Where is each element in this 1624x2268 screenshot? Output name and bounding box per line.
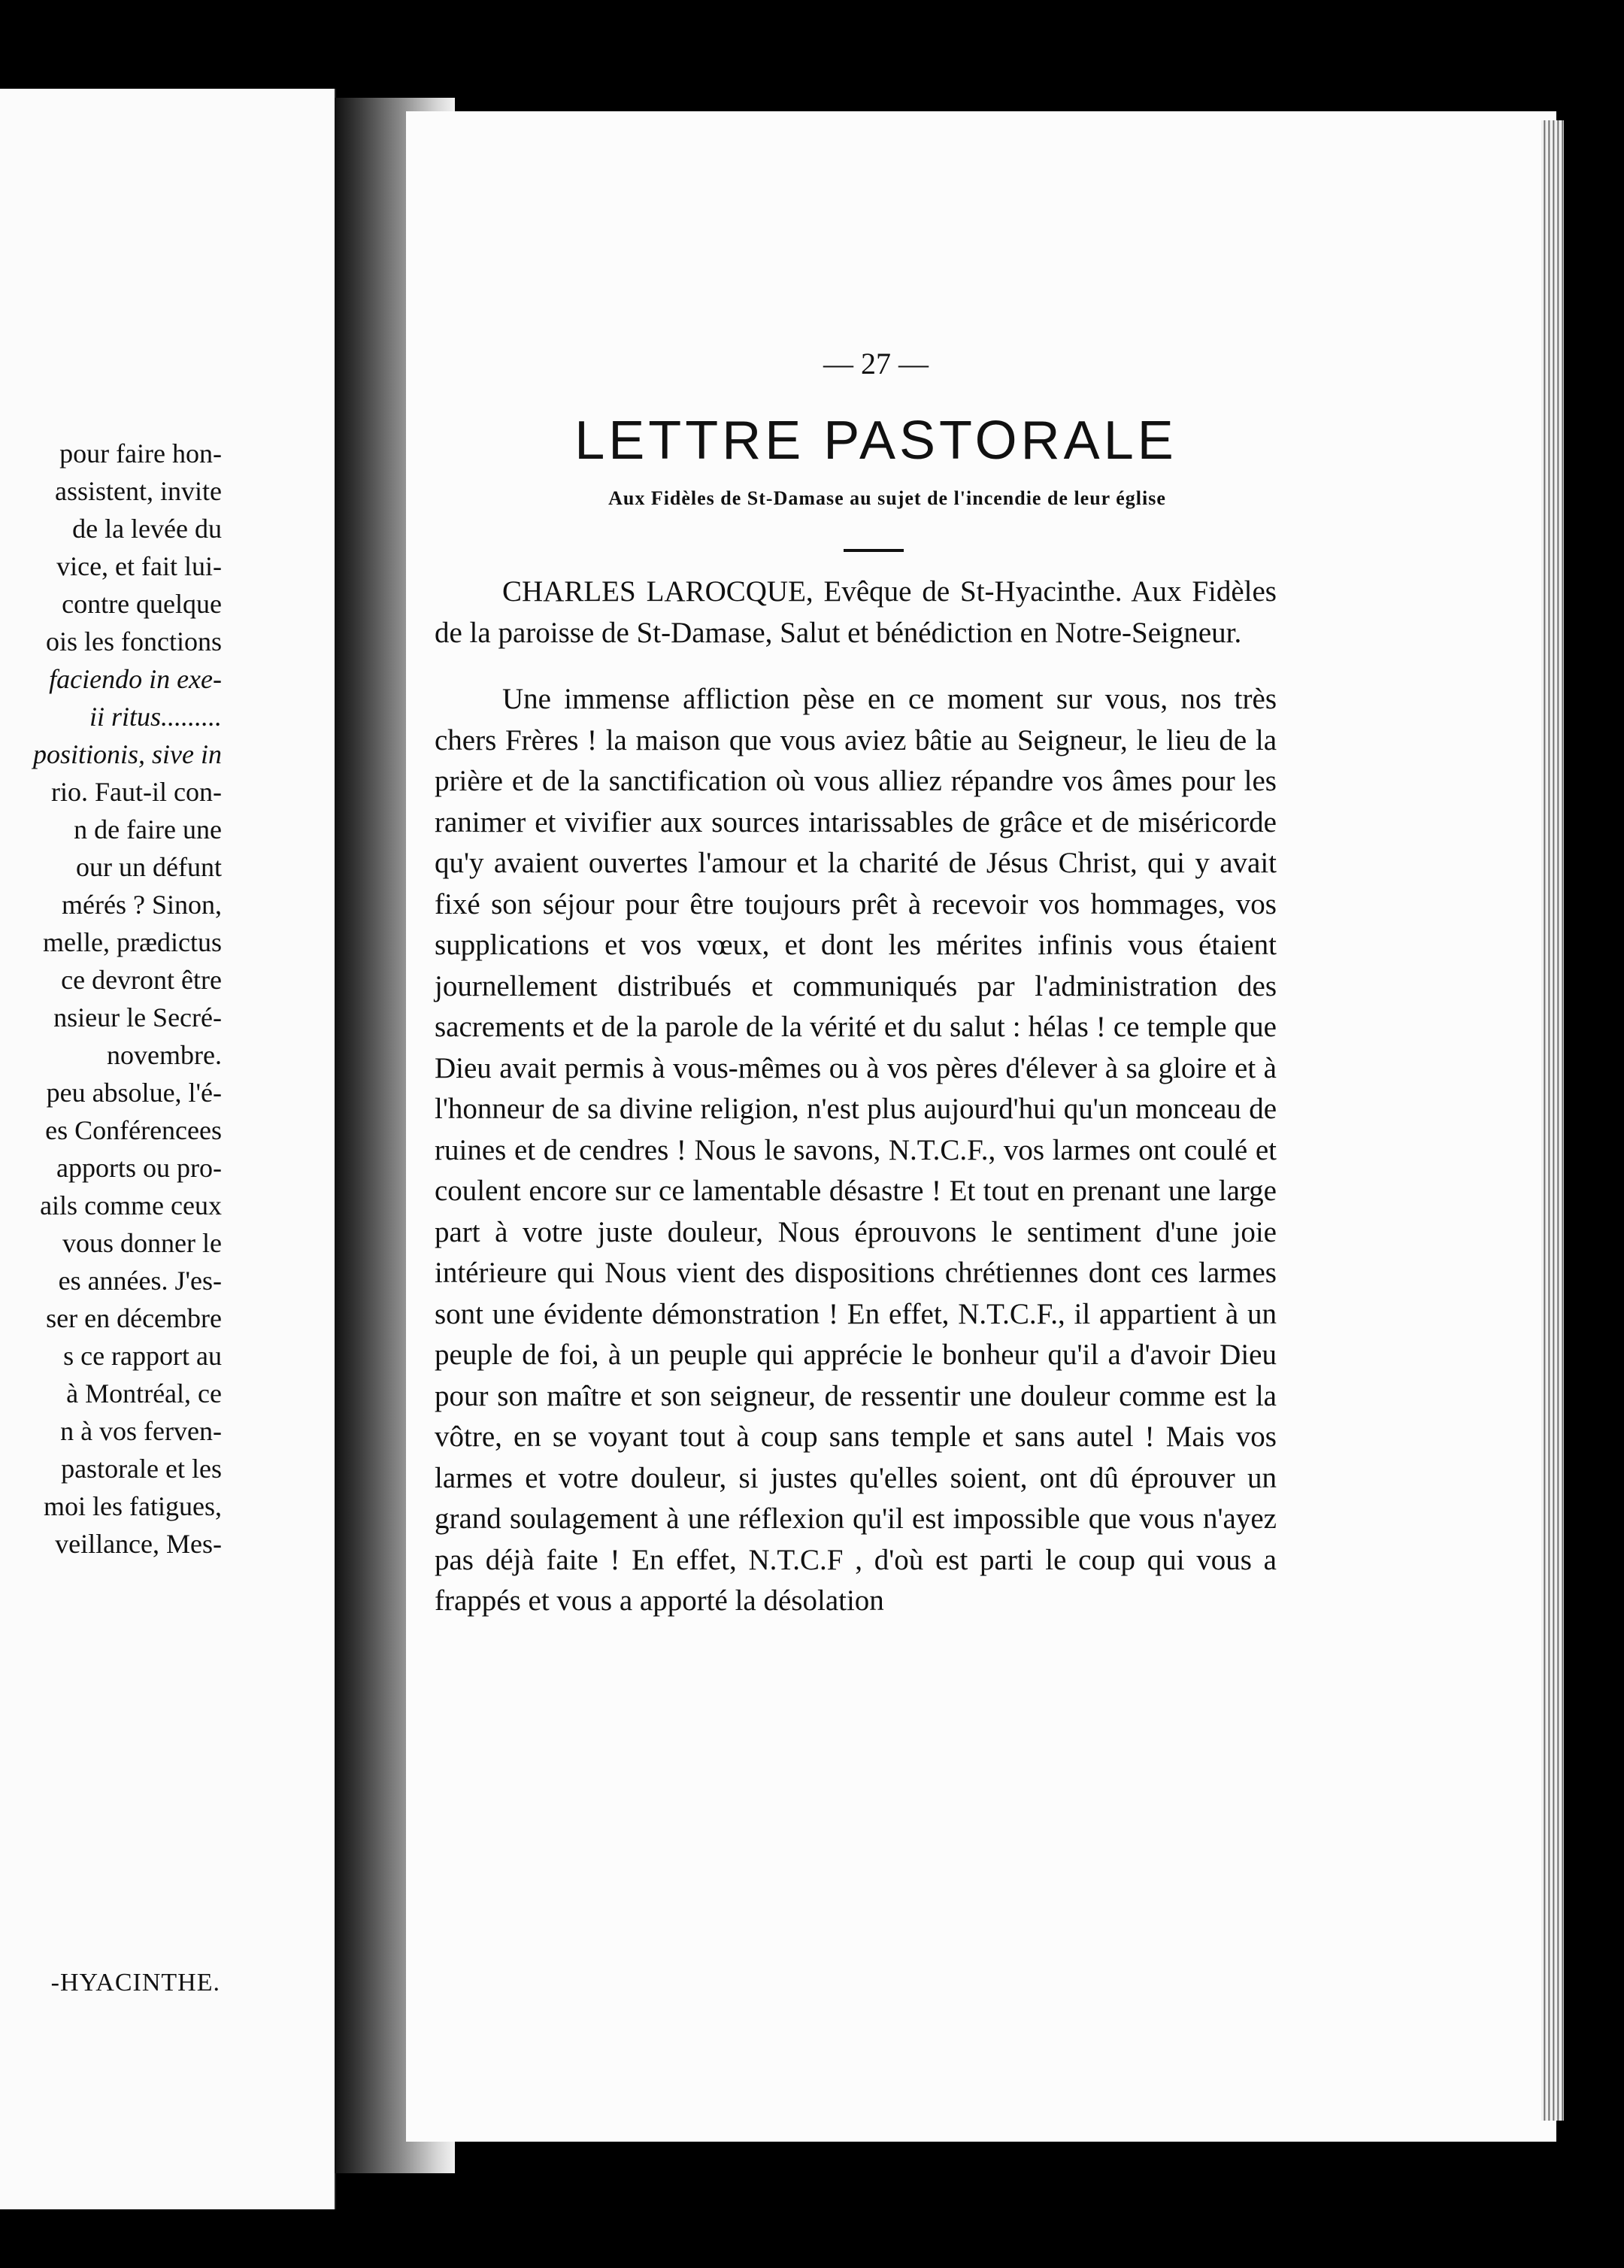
page-subtitle: Aux Fidèles de St-Damase au sujet de l'incendie de leur église bbox=[608, 487, 1166, 509]
left-line: pastorale et les bbox=[61, 1454, 222, 1484]
left-line: n à vos ferven- bbox=[60, 1416, 222, 1446]
left-line: nsieur le Secré- bbox=[53, 1002, 222, 1032]
left-line: à Montréal, ce bbox=[66, 1378, 222, 1408]
left-line: assistent, invite bbox=[55, 476, 222, 506]
left-line: ser en décembre bbox=[46, 1303, 222, 1333]
left-line: ois les fonctions bbox=[46, 626, 222, 656]
left-line: vous donner le bbox=[62, 1228, 222, 1258]
left-page-signature: -HYACINTHE. bbox=[50, 1969, 220, 1997]
left-line: positionis, sive in bbox=[33, 739, 222, 769]
left-line: rio. Faut-il con- bbox=[51, 777, 222, 807]
left-line: novembre. bbox=[107, 1040, 222, 1070]
left-line: de la levée du bbox=[72, 514, 222, 544]
left-line: melle, prædictus bbox=[43, 927, 222, 957]
left-line: ii ritus......... bbox=[89, 702, 222, 732]
letter-intro: CHARLES LAROCQUE, Evêque de St-Hyacinthe. Aux Fidèles de la paroisse de St-Damase, Salut et bénédiction en Notre-Seigneur. bbox=[435, 575, 1277, 649]
left-line: moi les fatigues, bbox=[44, 1491, 222, 1521]
left-line: ails comme ceux bbox=[40, 1190, 222, 1220]
letter-body bbox=[435, 572, 1277, 1622]
left-line: es Conférencees bbox=[45, 1115, 222, 1145]
left-line: peu absolue, l'é- bbox=[46, 1078, 222, 1108]
left-line: apports ou pro- bbox=[56, 1153, 222, 1183]
letter-paragraph: Une immense affliction pèse en ce moment sur vous, nos très chers Frères ! la maison que vous aviez bâtie au Seigneur, le lieu de la prière et de la sanctification où vous alliez répandre vos âmes pour les ranimer et vivifier aux sources intarissables de grâce et de miséricorde qu'y avaient ouvertes l'amour et la charité de Jésus Christ, qui y avait fixé son séjour pour être toujours prêt à recevoir vos hommages, vos supplications et vos vœux, et dont les mérites infinis vous étaient journellement distribués et communiqués par l'administration des sacrements et de la parole de la vérité et du salut : hélas ! ce temple que Dieu avait permis à vous-mêmes ou à vos pères d'élever à sa gloire et à l'honneur de sa divine religion, n'est plus aujourd'hui qu'un monceau de ruines et de cendres ! Nous le savons, N.T.C.F., vos larmes ont coulé et coulent encore sur ce lamentable désastre ! Et tout en prenant une large part à votre juste douleur, Nous éprouvons le sentiment d'une joie intérieure qui Nous vient des dispositions chrétiennes dont ces larmes sont une évidente démonstration ! En effet, N.T.C.F., il appartient à un peuple de foi, à un peuple qui apprécie le bonheur qu'il a d'avoir Dieu pour son maître et son seigneur, de ressentir une douleur comme est la vôtre, en se voyant tout à coup sans temple et sans autel ! Mais vos larmes et votre douleur, si justes qu'elles soient, ont dû éprouver un grand soulagement à une réflexion qu'il est impossible que vous n'ayez pas déjà faite ! En effet, N.T.C.F , d'où est parti le coup qui vous a frappés et vous a apporté la désolation bbox=[435, 683, 1277, 1617]
left-line: pour faire hon- bbox=[59, 438, 222, 468]
left-page-text bbox=[0, 435, 222, 1563]
left-line: s ce rapport au bbox=[63, 1341, 222, 1371]
left-line: ce devront être bbox=[61, 965, 222, 995]
page-number: — 27 — bbox=[823, 347, 929, 381]
title-rule bbox=[844, 549, 904, 552]
left-line: n de faire une bbox=[74, 814, 222, 844]
left-line: faciendo in exe- bbox=[49, 664, 222, 694]
page-title: LETTRE PASTORALE bbox=[574, 411, 1177, 471]
left-line: vice, et fait lui- bbox=[56, 551, 222, 581]
left-line: our un défunt bbox=[76, 852, 222, 882]
left-page bbox=[0, 89, 336, 2209]
left-line: veillance, Mes- bbox=[55, 1529, 222, 1559]
left-line: mérés ? Sinon, bbox=[62, 890, 222, 920]
left-line: es années. J'es- bbox=[58, 1266, 222, 1296]
left-line: contre quelque bbox=[62, 589, 222, 619]
